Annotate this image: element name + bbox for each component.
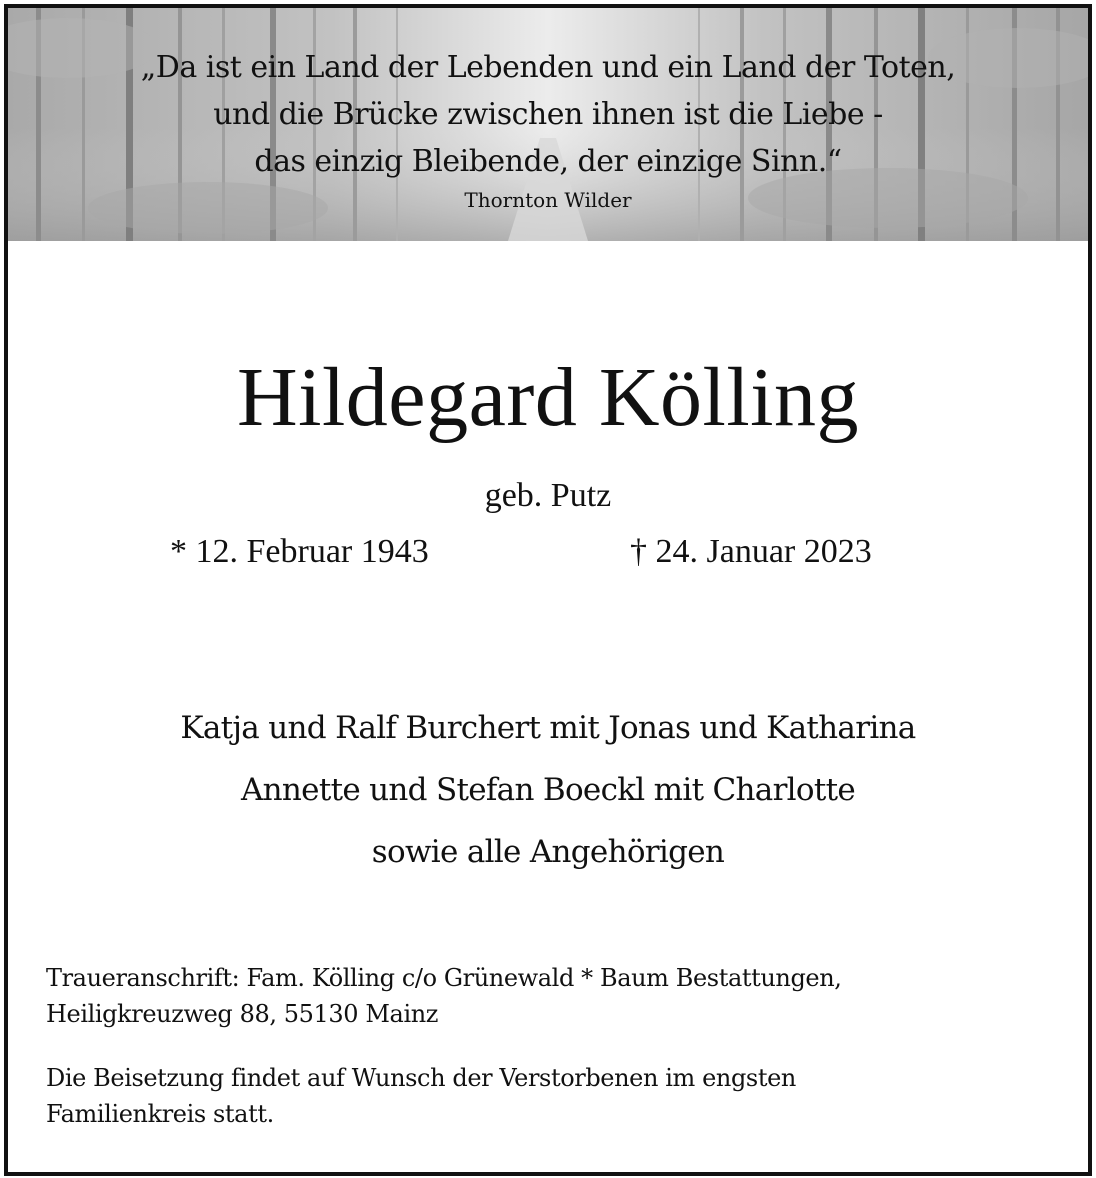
memorial-quote: [8, 44, 1088, 213]
address-line: Traueranschrift: Fam. Kölling c/o Grünewald * Baum Bestattungen,: [46, 964, 842, 992]
forest-banner: [8, 8, 1088, 241]
burial-notice: [46, 1060, 1066, 1132]
quote-author: Thornton Wilder: [464, 188, 632, 212]
mourning-address: [46, 960, 1066, 1032]
maiden-name: geb. Putz: [484, 477, 612, 514]
address-line: Heiligkreuzweg 88, 55130 Mainz: [46, 1000, 439, 1028]
mourner-line: Katja und Ralf Burchert mit Jonas und Katharina: [180, 710, 916, 746]
mourner-line: Annette und Stefan Boeckl mit Charlotte: [240, 772, 856, 808]
quote-line: und die Brücke zwischen ihnen ist die Liebe -: [213, 97, 883, 132]
mourner-line: sowie alle Angehörigen: [371, 834, 725, 870]
death-date: † 24. Januar 2023: [630, 533, 872, 570]
burial-line: Die Beisetzung findet auf Wunsch der Verstorbenen im engsten: [46, 1064, 796, 1092]
quote-line: „Da ist ein Land der Lebenden und ein Land der Toten,: [140, 50, 956, 85]
obituary-frame: [4, 4, 1092, 1176]
deceased-name: Hildegard Kölling: [236, 351, 860, 444]
burial-line: Familienkreis statt.: [46, 1100, 274, 1128]
birth-date: * 12. Februar 1943: [170, 533, 429, 570]
quote-line: das einzig Bleibende, der einzige Sinn.“: [254, 144, 842, 179]
mourners-list: [8, 697, 1088, 883]
